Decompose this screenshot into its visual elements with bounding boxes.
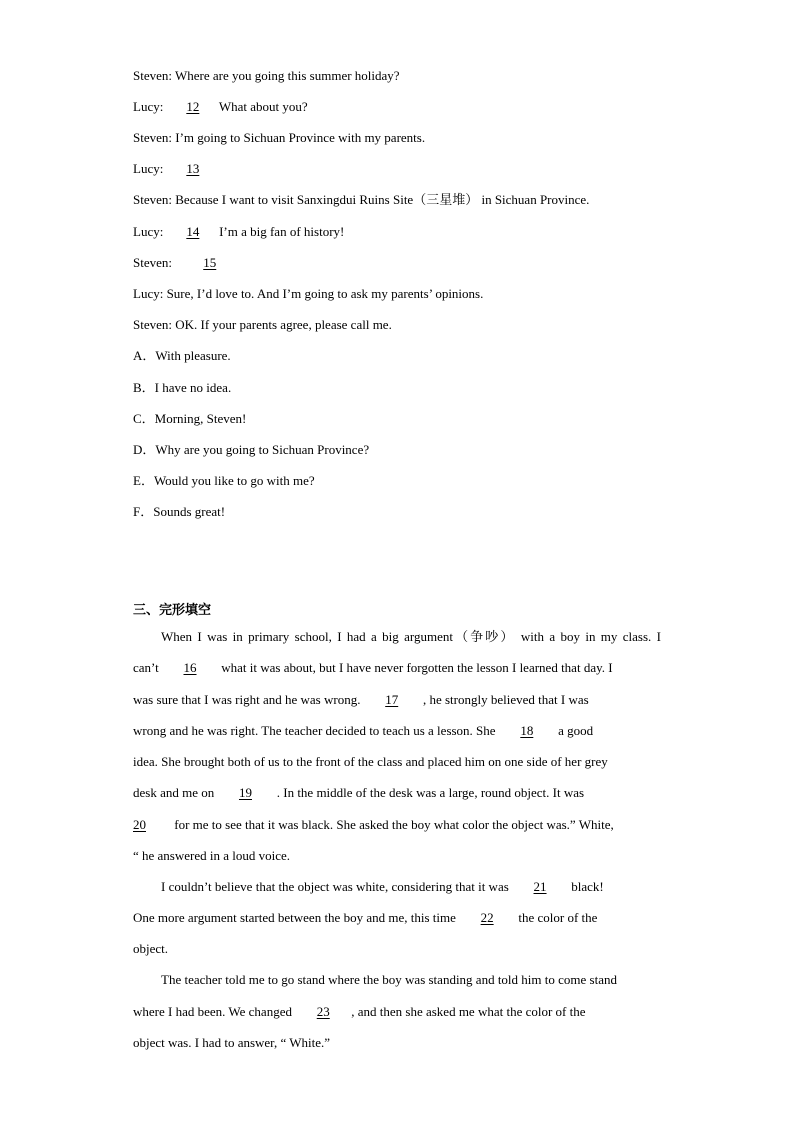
option-text: Sounds great!: [153, 504, 226, 519]
dialogue-line: [133, 99, 308, 115]
speaker: Steven:: [133, 192, 172, 207]
dialogue-text: What about you?: [215, 99, 308, 114]
passage-line: [133, 1035, 330, 1051]
dialogue-text: I’m a big fan of history!: [215, 224, 345, 239]
passage-text: The teacher told me to go stand where the boy was standing and told him to come stand: [161, 972, 617, 987]
passage-text: was sure that I was right and he was wrong.: [133, 692, 364, 707]
answer-blank-13[interactable]: 13: [186, 161, 200, 176]
answer-blank-23[interactable]: 23: [316, 1004, 330, 1019]
option-text: I have no idea.: [154, 380, 232, 395]
passage-text: black!: [568, 879, 604, 894]
passage-line: [133, 629, 661, 645]
answer-blank-17[interactable]: 17: [385, 692, 399, 707]
passage-text: , he strongly believed that I was: [419, 692, 589, 707]
passage-text: where I had been. We changed: [133, 1004, 296, 1019]
dialogue-text: Sure, I’d love to. And I’m going to ask my parents’ opinions.: [163, 286, 484, 301]
dialogue-line: [133, 130, 425, 146]
dialogue-line: [133, 68, 400, 84]
dialogue-line: [133, 255, 238, 271]
passage-line: [133, 817, 614, 833]
passage-text: . In the middle of the desk was a large, round object. It was: [273, 785, 585, 800]
passage-text: object.: [133, 941, 169, 956]
passage-line: [133, 972, 617, 988]
option-letter: D．: [133, 442, 156, 457]
speaker: Steven:: [133, 130, 172, 145]
dialogue-text: Because I want to visit Sanxingdui Ruins Site（三星堆） in Sichuan Province.: [172, 192, 590, 207]
answer-blank-20[interactable]: 20: [133, 817, 146, 832]
option-letter: E．: [133, 473, 154, 488]
answer-blank-12[interactable]: 12: [186, 99, 200, 114]
passage-text: wrong and he was right. The teacher decided to teach us a lesson. She: [133, 723, 499, 738]
option-f[interactable]: [133, 504, 225, 520]
answer-blank-18[interactable]: 18: [520, 723, 534, 738]
passage-text: what it was about, but I have never forgotten the lesson I learned that day. I: [218, 660, 613, 675]
passage-text: , and then she asked me what the color of the: [351, 1004, 586, 1019]
passage-line: [133, 910, 597, 926]
option-text: Why are you going to Sichuan Province?: [155, 442, 370, 457]
speaker: Steven:: [133, 68, 172, 83]
answer-blank-15[interactable]: 15: [203, 255, 217, 270]
passage-line: [133, 848, 290, 864]
speaker: Steven:: [133, 255, 172, 270]
passage-line: [133, 754, 608, 770]
passage-line: [133, 785, 584, 801]
answer-blank-22[interactable]: 22: [480, 910, 494, 925]
passage-text: desk and me on: [133, 785, 218, 800]
option-c[interactable]: [133, 411, 246, 427]
passage-text: for me to see that it was black. She asked the boy what color the object was.” White,: [171, 817, 614, 832]
answer-blank-19[interactable]: 19: [238, 785, 252, 800]
passage-text: the color of the: [515, 910, 598, 925]
answer-blank-16[interactable]: 16: [183, 660, 197, 675]
option-a[interactable]: [133, 348, 231, 364]
passage-line: [133, 879, 604, 895]
passage-text: One more argument started between the boy and me, this time: [133, 910, 460, 925]
option-d[interactable]: [133, 442, 369, 458]
passage-text: can’t: [133, 660, 162, 675]
passage-text: I couldn’t believe that the object was white, considering that it was: [161, 879, 513, 894]
answer-blank-21[interactable]: 21: [533, 879, 547, 894]
passage-line: [133, 1004, 586, 1020]
section-title: 三、完形填空: [133, 603, 212, 618]
option-text: Morning, Steven!: [154, 411, 247, 426]
dialogue-text: Where are you going this summer holiday?: [172, 68, 400, 83]
passage-text: idea. She brought both of us to the front of the class and placed him on one side of her grey: [133, 754, 608, 769]
passage-line: [133, 941, 168, 957]
dialogue-line: [133, 192, 589, 208]
passage-text: object was. I had to answer, “ White.”: [133, 1035, 331, 1050]
passage-line: [133, 723, 593, 739]
speaker: Lucy:: [133, 99, 164, 114]
dialogue-text: OK. If your parents agree, please call me.: [172, 317, 392, 332]
passage-text: “ he answered in a loud voice.: [133, 848, 291, 863]
option-text: Would you like to go with me?: [153, 473, 315, 488]
passage-text: When I was in primary school, I had a big argument（争吵） with a boy in my class. I: [161, 629, 661, 644]
option-letter: C．: [133, 411, 155, 426]
answer-blank-14[interactable]: 14: [186, 224, 200, 239]
dialogue-line: [133, 317, 392, 333]
option-e[interactable]: [133, 473, 315, 489]
option-text: With pleasure.: [155, 348, 231, 363]
option-letter: F．: [133, 504, 154, 519]
option-b[interactable]: [133, 380, 231, 396]
dialogue-line: [133, 161, 216, 177]
speaker: Lucy:: [133, 224, 164, 239]
dialogue-line: [133, 286, 483, 302]
speaker: Steven:: [133, 317, 172, 332]
option-letter: A．: [133, 348, 156, 363]
passage-line: [133, 692, 589, 708]
passage-line: [133, 660, 613, 676]
passage-text: a good: [554, 723, 594, 738]
speaker: Lucy:: [133, 286, 164, 301]
dialogue-text: I’m going to Sichuan Province with my parents.: [172, 130, 426, 145]
speaker: Lucy:: [133, 161, 164, 176]
option-letter: B．: [133, 380, 155, 395]
dialogue-line: [133, 224, 344, 240]
